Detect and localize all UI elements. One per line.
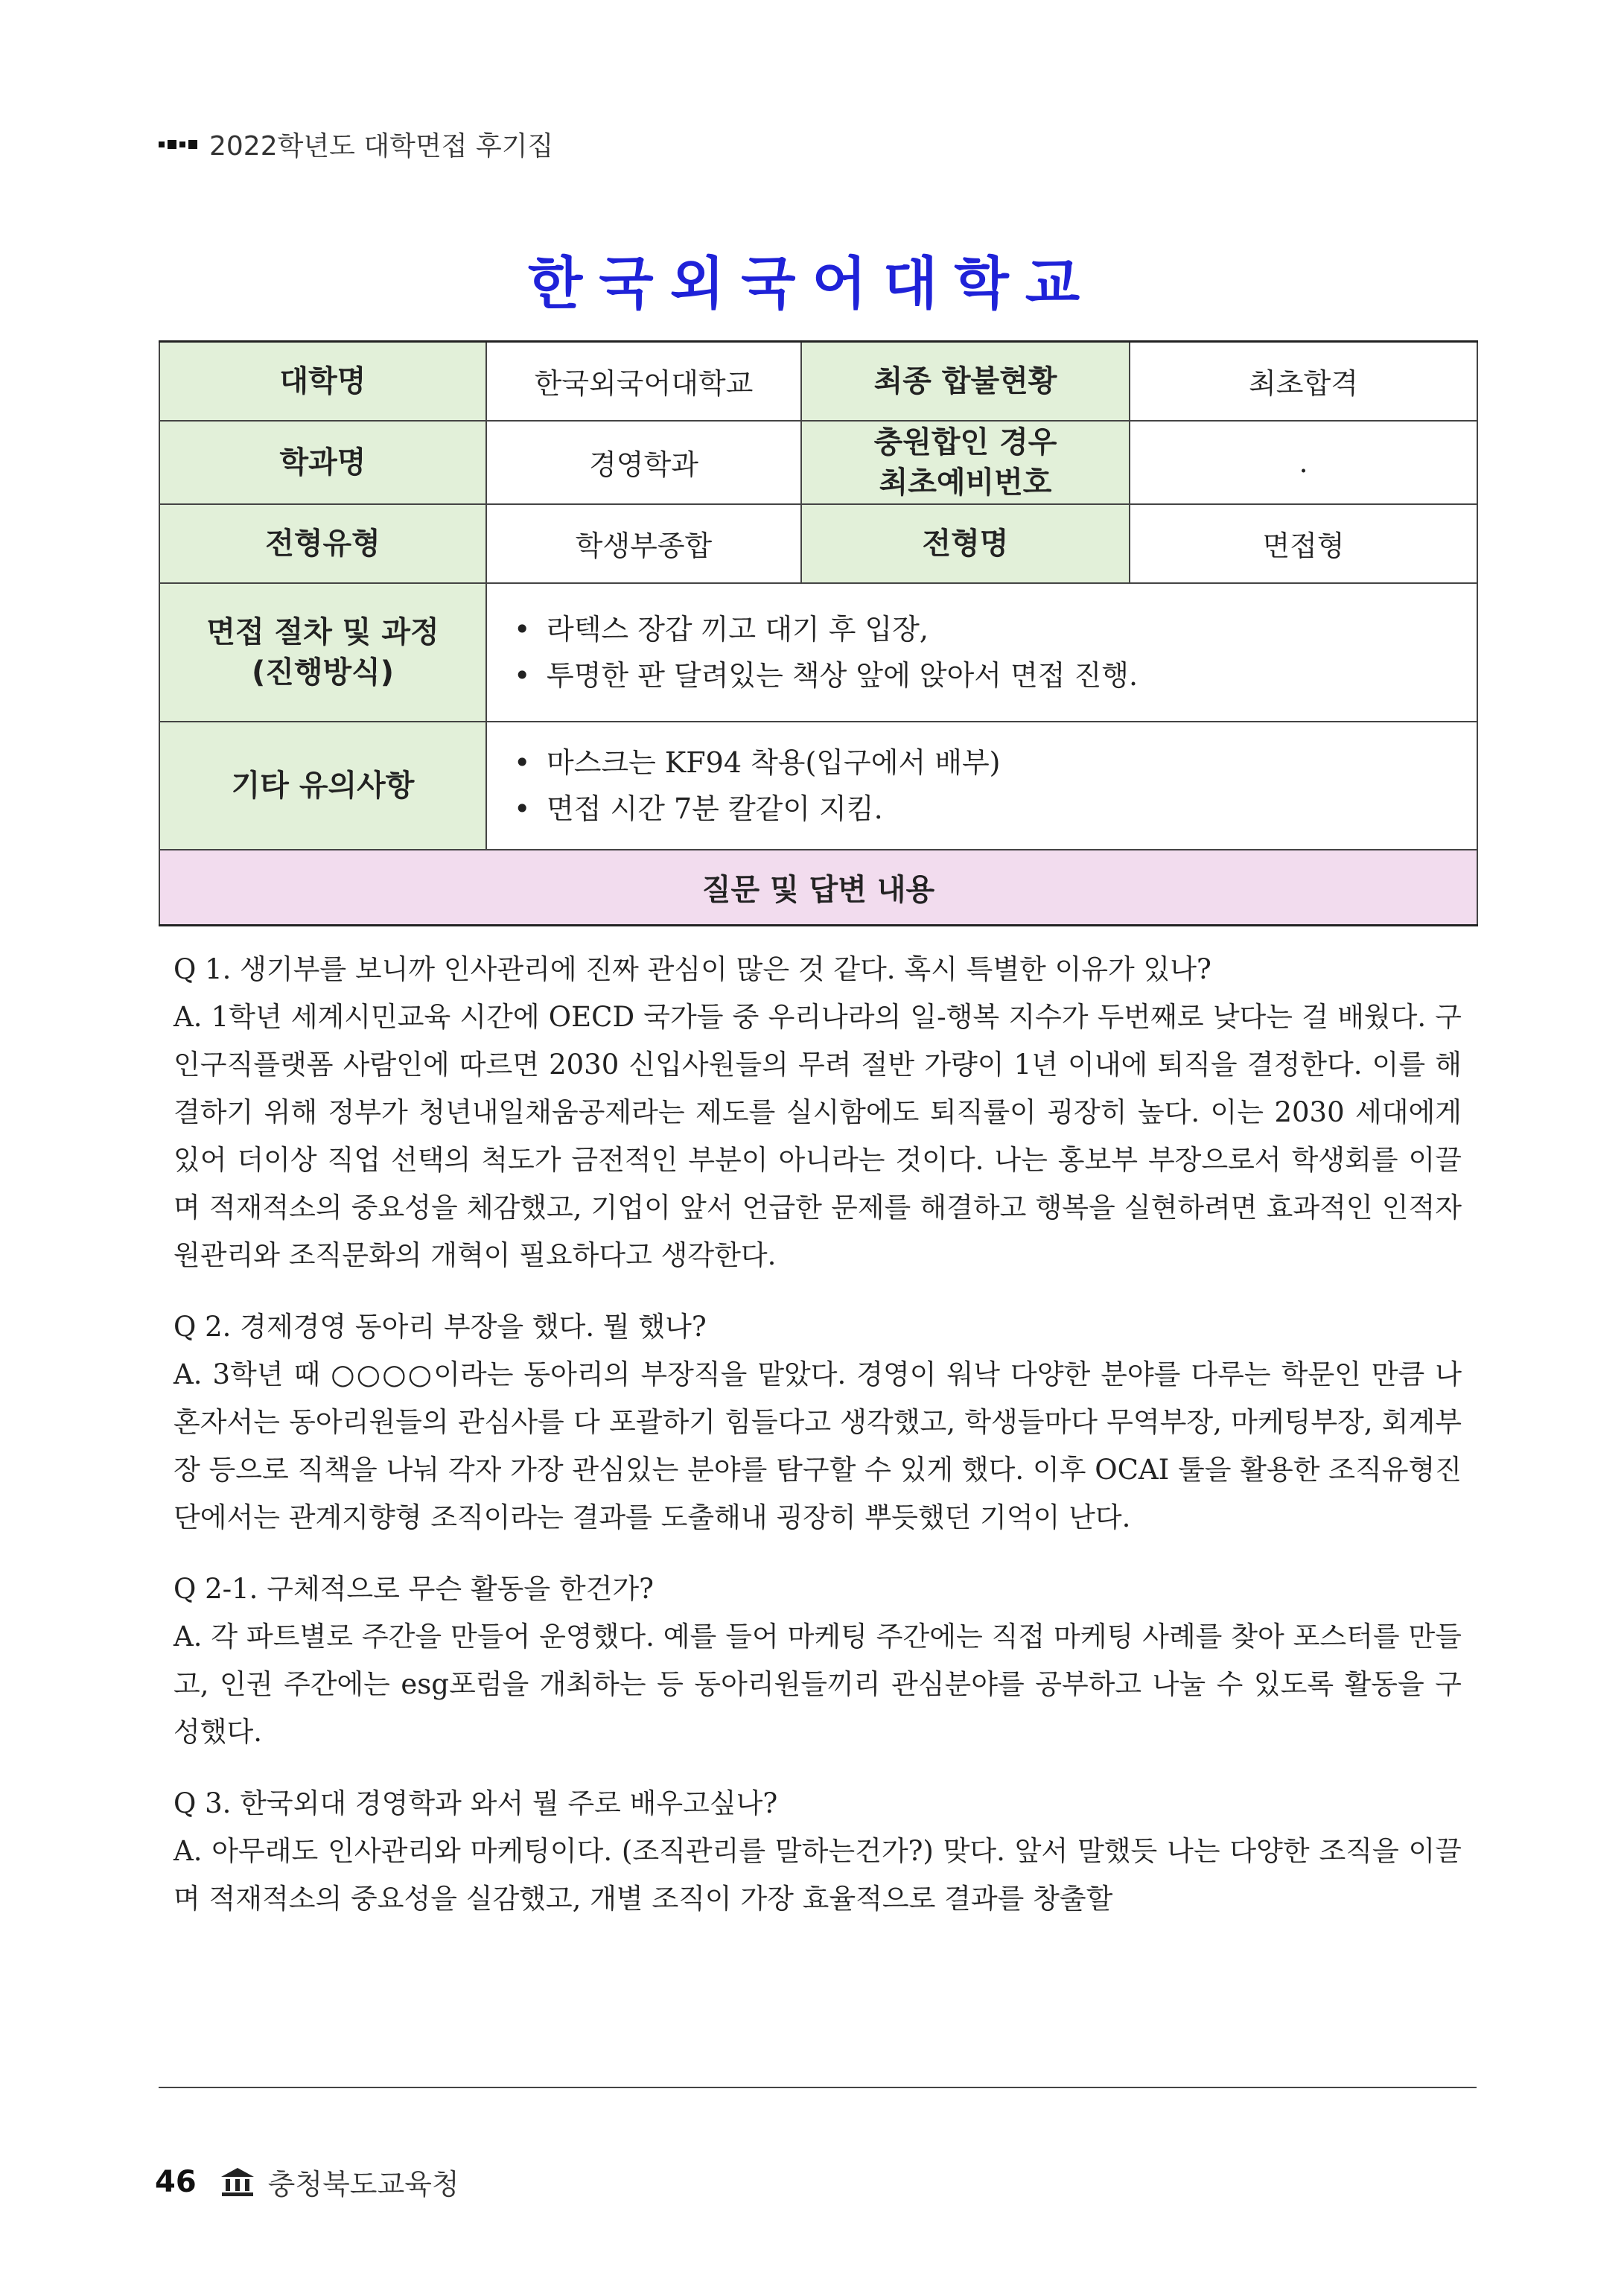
final-result-value: 최초합격 xyxy=(1130,342,1477,421)
admission-name-value: 면접형 xyxy=(1130,504,1477,583)
qa-section-header: 질문 및 답변 내용 xyxy=(159,850,1477,926)
qa-block xyxy=(173,1565,1462,1756)
info-table xyxy=(159,340,1478,926)
procedure-label xyxy=(159,583,486,722)
waitlist-label-line1: 충원합인 경우 xyxy=(873,424,1057,459)
table-row xyxy=(159,850,1477,926)
qa-block xyxy=(173,1303,1462,1542)
qa-body xyxy=(173,946,1462,1947)
header-squares-icon xyxy=(159,140,197,149)
question: Q 2. 경제경영 동아리 부장을 했다. 뭘 했나? xyxy=(173,1311,707,1343)
admission-type-value: 학생부종합 xyxy=(486,504,801,583)
waitlist-value: . xyxy=(1130,421,1477,504)
list-item: • 라텍스 장갑 끼고 대기 후 입장, xyxy=(514,606,1476,652)
question: Q 3. 한국외대 경영학과 와서 뭘 주로 배우고싶나? xyxy=(173,1787,778,1819)
page-title: 한국외국어대학교 xyxy=(527,250,1097,317)
waitlist-label-line2: 최초예비번호 xyxy=(879,465,1052,500)
department-value: 경영학과 xyxy=(486,421,801,504)
question: Q 2-1. 구체적으로 무슨 활동을 한건가? xyxy=(173,1573,654,1605)
university-value: 한국외국어대학교 xyxy=(486,342,801,421)
list-item: • 투명한 판 달려있는 책상 앞에 앉아서 면접 진행. xyxy=(514,652,1476,699)
question: Q 1. 생기부를 보니까 인사관리에 진짜 관심이 많은 것 같다. 혹시 특별한 이유가 있나? xyxy=(173,953,1211,985)
department-label: 학과명 xyxy=(159,421,486,504)
university-label: 대학명 xyxy=(159,342,486,421)
answer: A. 아무래도 인사관리와 마케팅이다. (조직관리를 말하는건가?) 맞다. 앞서 말했듯 나는 다양한 조직을 이끌며 적재적소의 중요성을 실감했고, 개별 조직이 가장 효율적으로 결과를 창출할 xyxy=(173,1835,1462,1915)
education-office-logo-icon xyxy=(219,2166,256,2198)
waitlist-label xyxy=(801,421,1130,504)
table-row xyxy=(159,342,1477,421)
procedure-content xyxy=(486,583,1477,722)
table-row xyxy=(159,583,1477,722)
notes-content xyxy=(486,722,1477,850)
header-text: 2022학년도 대학면접 후기집 xyxy=(209,131,554,162)
table-row xyxy=(159,722,1477,850)
answer: A. 1학년 세계시민교육 시간에 OECD 국가들 중 우리나라의 일-행복 지수가 두번째로 낮다는 걸 배웠다. 구인구직플랫폼 사람인에 따르면 2030 신입사원들의 무려 절반 가량이 1년 이내에 퇴직을 결정한다. 이를 해결하기 위해 정부가 청년내일채움공제라는 제도를 실시함에도 퇴직률이 굉장히 높다. 이는 2030 세대에게 있어 더이상 직업 선택의 척도가 금전적인 부분이 아니라는 것이다. 나는 홍보부 부장으로서 학생회를 이끌며 적재적소의 중요성을 체감했고, 기업이 앞서 언급한 문제를 해결하고 행복을 실현하려면 효과적인 인적자원관리와 조직문화의 개혁이 필요하다고 생각한다. xyxy=(173,1001,1462,1271)
list-item: • 마스크는 KF94 착용(입구에서 배부) xyxy=(514,740,1476,786)
table-row xyxy=(159,504,1477,583)
list-item: • 면접 시간 7분 칼같이 지킴. xyxy=(514,786,1476,832)
procedure-label-line2: (진행방식) xyxy=(251,655,395,690)
answer: A. 3학년 때 ○○○○이라는 동아리의 부장직을 맡았다. 경영이 워낙 다양한 분야를 다루는 학문인 만큼 나 혼자서는 동아리원들의 관심사를 다 포괄하기 힘들다고 생각했고, 학생들마다 무역부장, 마케팅부장, 회계부장 등으로 직책을 나눠 각자 가장 관심있는 분야를 탐구할 수 있게 했다. 이후 OCAI 툴을 활용한 조직유형진단에서는 관계지향형 조직이라는 결과를 도출해내 굉장히 뿌듯했던 기억이 난다. xyxy=(173,1358,1462,1533)
admission-name-label: 전형명 xyxy=(801,504,1130,583)
running-header xyxy=(159,125,553,163)
procedure-label-line1: 면접 절차 및 과정 xyxy=(206,614,439,649)
notes-label: 기타 유의사항 xyxy=(159,722,486,850)
page-footer xyxy=(155,2161,459,2202)
bottom-divider xyxy=(159,2087,1477,2088)
page-number: 46 xyxy=(155,2164,197,2199)
footer-org: 충청북도교육청 xyxy=(267,2168,459,2201)
answer: A. 각 파트별로 주간을 만들어 운영했다. 예를 들어 마케팅 주간에는 직접 마케팅 사례를 찾아 포스터를 만들고, 인권 주간에는 esg포럼을 개최하는 등 동아리원들끼리 관심분야를 공부하고 나눌 수 있도록 활동을 구성했다. xyxy=(173,1621,1462,1748)
qa-block xyxy=(173,946,1462,1279)
qa-block xyxy=(173,1780,1462,1923)
final-result-label: 최종 합불현황 xyxy=(801,342,1130,421)
admission-type-label: 전형유형 xyxy=(159,504,486,583)
table-row xyxy=(159,421,1477,504)
